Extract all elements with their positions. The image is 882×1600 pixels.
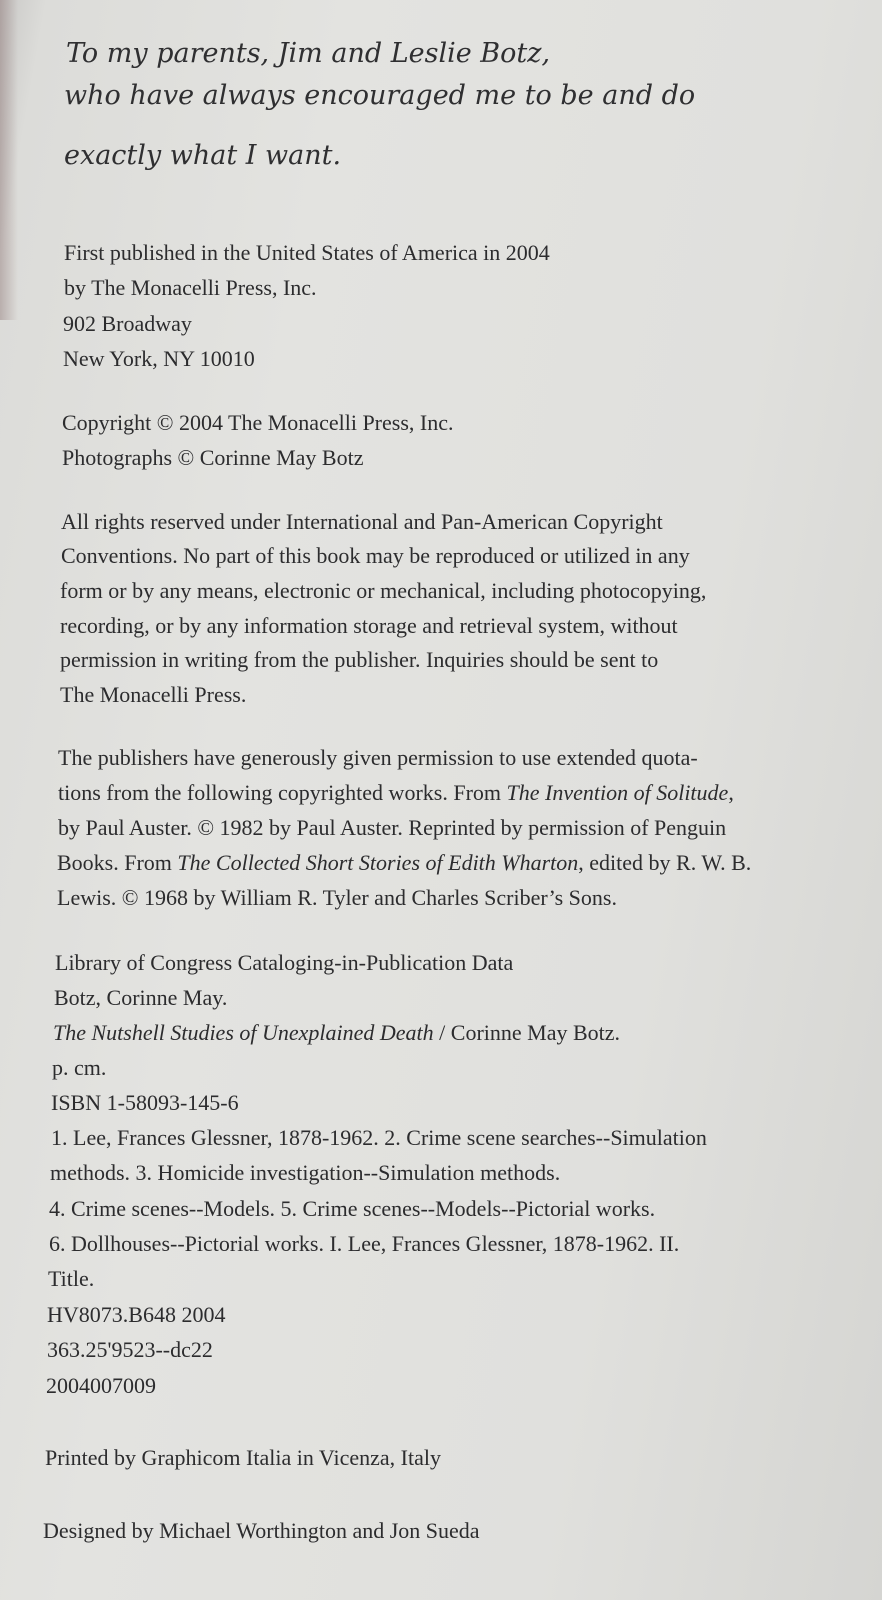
rights-line-4: recording, or by any information storage and retrieval system, without bbox=[60, 613, 678, 638]
page-edge-shadow bbox=[0, 0, 18, 320]
cip-pcm: p. cm. bbox=[52, 1055, 107, 1080]
invention-of-solitude-title: The Invention of Solitude bbox=[506, 780, 729, 805]
cip-dewey: 363.25'9523--dc22 bbox=[47, 1337, 213, 1362]
cip-subject-line-1: 1. Lee, Frances Glessner, 1878-1962. 2. Crime scene searches--Simulation bbox=[51, 1125, 707, 1150]
cip-author: Botz, Corinne May. bbox=[54, 985, 228, 1010]
publisher-line-3: 902 Broadway bbox=[63, 311, 192, 336]
cip-subject-line-5: Title. bbox=[48, 1266, 95, 1291]
permissions-line-4-text: Books. From bbox=[57, 850, 178, 875]
permissions-line-2-comma: , bbox=[728, 780, 734, 805]
cip-lccn: 2004007009 bbox=[46, 1373, 156, 1398]
rights-line-2: Conventions. No part of this book may be reproduced or utilized in any bbox=[61, 543, 690, 568]
designed-by: Designed by Michael Worthington and Jon Sueda bbox=[43, 1518, 480, 1543]
printed-by: Printed by Graphicom Italia in Vicenza, Italy bbox=[45, 1445, 441, 1470]
permissions-line-2 bbox=[58, 780, 734, 806]
rights-line-1: All rights reserved under International and Pan-American Copyright bbox=[61, 509, 663, 534]
cip-title-rest: / Corinne May Botz. bbox=[433, 1020, 621, 1045]
cip-subject-line-2: methods. 3. Homicide investigation--Simulation methods. bbox=[50, 1160, 561, 1185]
permissions-line-4-rest: , edited by R. W. B. bbox=[578, 850, 752, 875]
dedication-line-2: who have always encouraged me to be and do bbox=[64, 80, 696, 111]
permissions-line-3: by Paul Auster. © 1982 by Paul Auster. Reprinted by permission of Penguin bbox=[58, 815, 727, 840]
cip-isbn: ISBN 1-58093-145-6 bbox=[51, 1090, 239, 1115]
publisher-line-4: New York, NY 10010 bbox=[63, 346, 255, 371]
permissions-line-1: The publishers have generously given permission to use extended quota- bbox=[58, 745, 698, 770]
cip-subject-line-3: 4. Crime scenes--Models. 5. Crime scenes--Models--Pictorial works. bbox=[49, 1196, 656, 1221]
rights-line-6: The Monacelli Press. bbox=[60, 682, 247, 707]
dedication-line-3: exactly what I want. bbox=[64, 140, 342, 171]
edith-wharton-title: The Collected Short Stories of Edith Wharton bbox=[177, 850, 579, 875]
rights-line-3: form or by any means, electronic or mechanical, including photocopying, bbox=[60, 578, 707, 603]
cip-title-italic: The Nutshell Studies of Unexplained Death bbox=[53, 1020, 434, 1045]
rights-line-5: permission in writing from the publisher. Inquiries should be sent to bbox=[60, 647, 659, 672]
dedication-line-1: To my parents, Jim and Leslie Botz, bbox=[66, 38, 551, 69]
publisher-line-1: First published in the United States of America in 2004 bbox=[64, 240, 550, 265]
publisher-line-2: by The Monacelli Press, Inc. bbox=[64, 275, 317, 300]
cip-heading: Library of Congress Cataloging-in-Publication Data bbox=[55, 950, 514, 975]
permissions-line-4 bbox=[57, 850, 751, 876]
cip-subject-line-4: 6. Dollhouses--Pictorial works. I. Lee, Frances Glessner, 1878-1962. II. bbox=[49, 1231, 680, 1256]
copyright-line-1: Copyright © 2004 The Monacelli Press, Inc. bbox=[62, 410, 454, 435]
copyright-line-2: Photographs © Corinne May Botz bbox=[62, 445, 364, 470]
cip-lc-class: HV8073.B648 2004 bbox=[47, 1302, 226, 1327]
permissions-line-2-text: tions from the following copyrighted works. From bbox=[58, 780, 507, 805]
permissions-line-5: Lewis. © 1968 by William R. Tyler and Charles Scriber’s Sons. bbox=[57, 885, 617, 910]
cip-title bbox=[53, 1020, 620, 1046]
